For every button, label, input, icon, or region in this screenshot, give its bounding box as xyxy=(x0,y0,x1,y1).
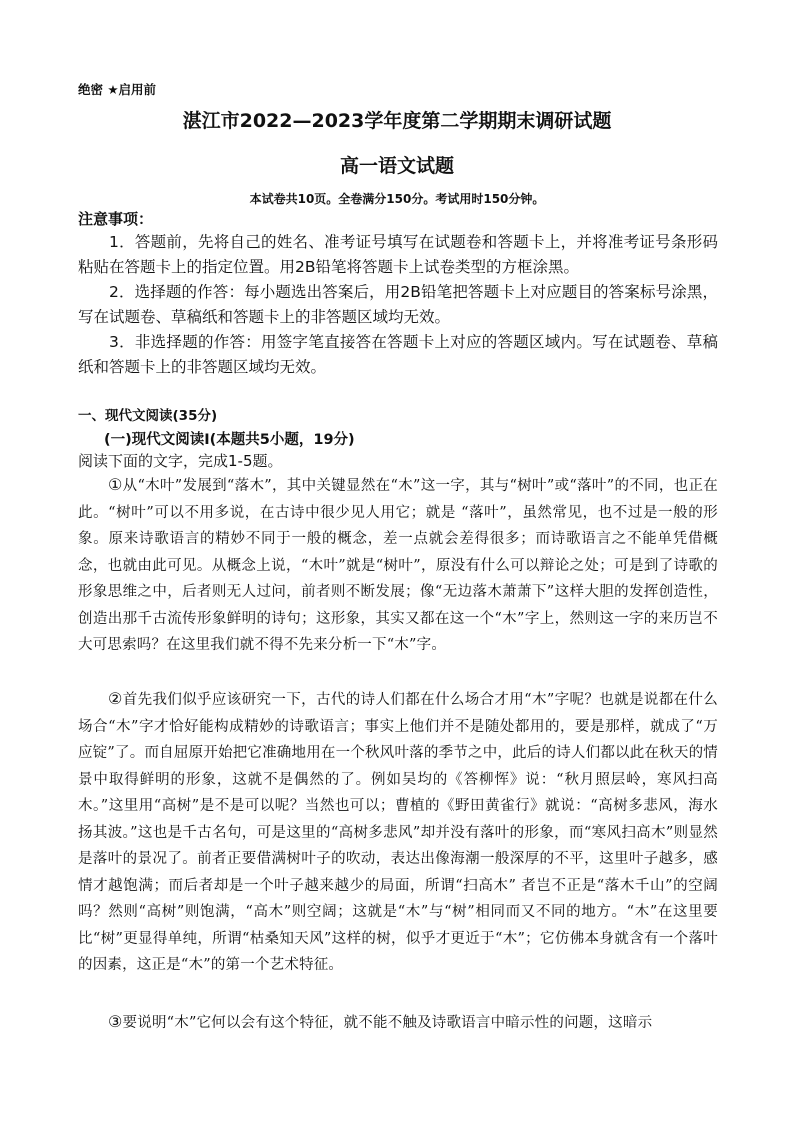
paragraph-text: 要说明“木”它何以会有这个特征，就不能不触及诗歌语言中暗示性的问题，这暗示 xyxy=(122,1015,653,1031)
paragraph-number: ② xyxy=(108,689,123,708)
section-heading: 一、现代文阅读(35分) xyxy=(78,408,218,424)
exam-info: 本试卷共10页。全卷满分150分。考试用时150分钟。 xyxy=(249,192,545,206)
secret-label: 绝密 ★启用前 xyxy=(78,82,157,97)
exam-title: 湛江市2022—2023学年度第二学期期末调研试题 xyxy=(182,110,612,132)
paragraph-text: 首先我们似乎应该研究一下，古代的诗人们都在什么场合才用“木”字呢？也就是说都在什么场合“木”字才恰好能构成精妙的诗歌语言；事实上他们并不是随处都用的，要是那样，就成了“万应锭”了。而自屈原开始把它准确地用在一个秋风叶落的季节之中，此后的诗人们都以此在秋天的情景中取得鲜明的形象，这就不是偶然的了。例如吴均的《答柳恽》说：“秋月照层岭，寒风扫高木。”这里用“高树”是不是可以呢？当然也可以；曹植的《野田黄雀行》就说：“高树多悲风，海水扬其波。”这也是千古名句，可是这里的“高树多悲风”却并没有落叶的形象，而“寒风扫高木”则显然是落叶的景况了。前者正要借满树叶子的吹动，表达出像海潮一般深厚的不平，这里叶子越多，感情才越饱满；而后者却是一个叶子越来越少的局面，所谓“扫高木” 者岂不正是“落木千山”的空阔吗？然则“高树”则饱满，“高木”则空阔；这就是“木”与“树”相同而又不同的地方。“木”在这里要比“树”更显得单纯，所谓“枯桑知天风”这样的树，似乎才更近于“木”；它仿佛本身就含有一个落叶的因素，这正是“木”的第一个艺术特征。 xyxy=(78,692,718,973)
notice-item-1: 1．答题前，先将自己的姓名、准考证号填写在试题卷和答题卡上，并将准考证号条形码粘贴在答题卡上的指定位置。用2B铅笔将答题卡上试卷类型的方框涂黑。 xyxy=(78,233,718,276)
notice-item-3: 3．非选择题的作答：用签字笔直接答在答题卡上对应的答题区域内。写在试题卷、草稿纸和答题卡上的非答题区域均无效。 xyxy=(78,333,718,376)
paragraph-text: 从“木叶”发展到“落木”，其中关键显然在“木”这一字，其与“树叶”或“落叶”的不同，也正在此。“树叶”可以不用多说，在古诗中很少见人用它；就是 “落叶”，虽然常见，也不过是一般的形象。原来诗歌语言的精妙不同于一般的概念，差一点就会差得很多；而诗歌语言之不能单凭借概念，也就由此可见。从概念上说，“木叶”就是“树叶”，原没有什么可以辩论之处；可是到了诗歌的形象思维之中，后者则无人过问，前者则不断发展；像“无边落木萧萧下”这样大胆的发挥创造性，创造出那千古流传形象鲜明的诗句；这形象，其实又都在这一个“木”字上，然则这一字的来历岂不大可思索吗？在这里我们就不得不先来分析一下“木”字。 xyxy=(78,478,718,653)
passage-paragraph-3 xyxy=(78,1009,718,1039)
passage-paragraph-2 xyxy=(78,686,718,979)
notice-item-2: 2．选择题的作答：每小题选出答案后，用2B铅笔把答题卡上对应题目的答案标号涂黑，写在试题卷、草稿纸和答题卡上的非答题区域均无效。 xyxy=(78,283,718,326)
paragraph-number: ① xyxy=(108,475,123,494)
exam-subtitle: 高一语文试题 xyxy=(339,155,454,177)
notice-heading: 注意事项： xyxy=(78,210,154,228)
passage-paragraph-1 xyxy=(78,472,718,659)
subsection-heading: (一)现代文阅读Ⅰ(本题共5小题，19分) xyxy=(104,432,355,448)
reading-instruction: 阅读下面的文字，完成1-5题。 xyxy=(78,452,283,470)
paragraph-number: ③ xyxy=(108,1012,123,1031)
